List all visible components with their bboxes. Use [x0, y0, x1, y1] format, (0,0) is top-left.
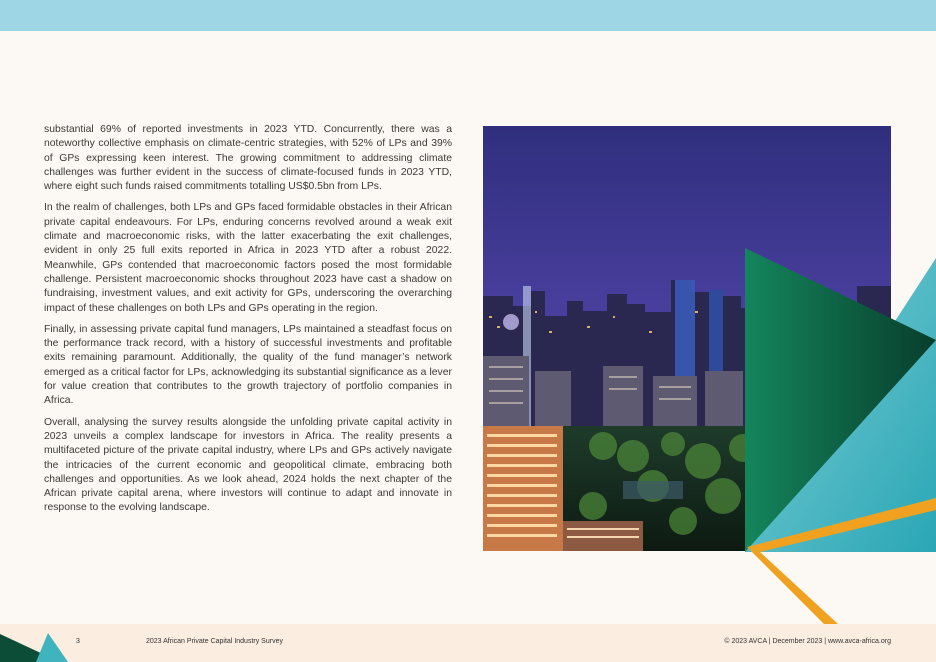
copyright-text: © 2023 AVCA | December 2023 | www.avca-africa.org: [724, 638, 891, 645]
document-title: 2023 African Private Capital Industry Survey: [146, 638, 283, 645]
footer-triangle-decoration: [0, 624, 80, 662]
top-color-band: [0, 0, 936, 31]
page-number: 3: [76, 638, 80, 645]
paragraph-3: Finally, in assessing private capital fund managers, LPs maintained a steadfast focus on the performance track record, with a history of successful investments and profitable exits remaining paramount. Additionally, the quality of the fund manager’s network emerged as a critical factor for LPs, acknowledging its substantial significance as a lever for value creation that contributes to the growth trajectory of portfolio companies in Africa.: [44, 323, 452, 407]
city-night-photo: [483, 126, 891, 551]
paragraph-1: substantial 69% of reported investments in 2023 YTD. Concurrently, there was a noteworthy collective emphasis on climate-centric strategies, with 52% of LPs and 39% of GPs expressing keen interest. The growing commitment to addressing climate challenges was further evident in the success of climate-focused funds in 2023 YTD, where eight such funds raised commitments totalling US$0.5bn from LPs.: [44, 124, 452, 193]
page-footer: [0, 624, 936, 662]
body-text: [44, 123, 452, 523]
paragraph-4: Overall, analysing the survey results alongside the unfolding private capital activity in 2023 unveils a complex landscape for investors in Africa. The reality presents a multifaceted picture of the private capital industry, where LPs and GPs actively navigate the intricacies of the current economic and geopolitical climate, embracing both challenges and opportunities. As we look ahead, 2024 holds the next chapter of the African private capital arena, where investors will continue to adapt and innovate in response to the evolving landscape.: [44, 416, 452, 514]
paragraph-2: In the realm of challenges, both LPs and GPs faced formidable obstacles in their African private capital endeavours. For LPs, enduring concerns revolved around a weak exit climate and macroeconomic risks, with the latter exacerbating the exit challenges, evident in only 25 full exits reported in Africa in 2023 YTD after a robust 2022. Meanwhile, GPs contended that macroeconomic factors posed the most formidable challenge. Persistent macroeconomic shocks throughout 2023 have cast a shadow on fundraising, investment values, and exit activity for GPs, underscoring the overarching impact of these challenges on both LPs and GPs operating in the region.: [44, 202, 452, 314]
